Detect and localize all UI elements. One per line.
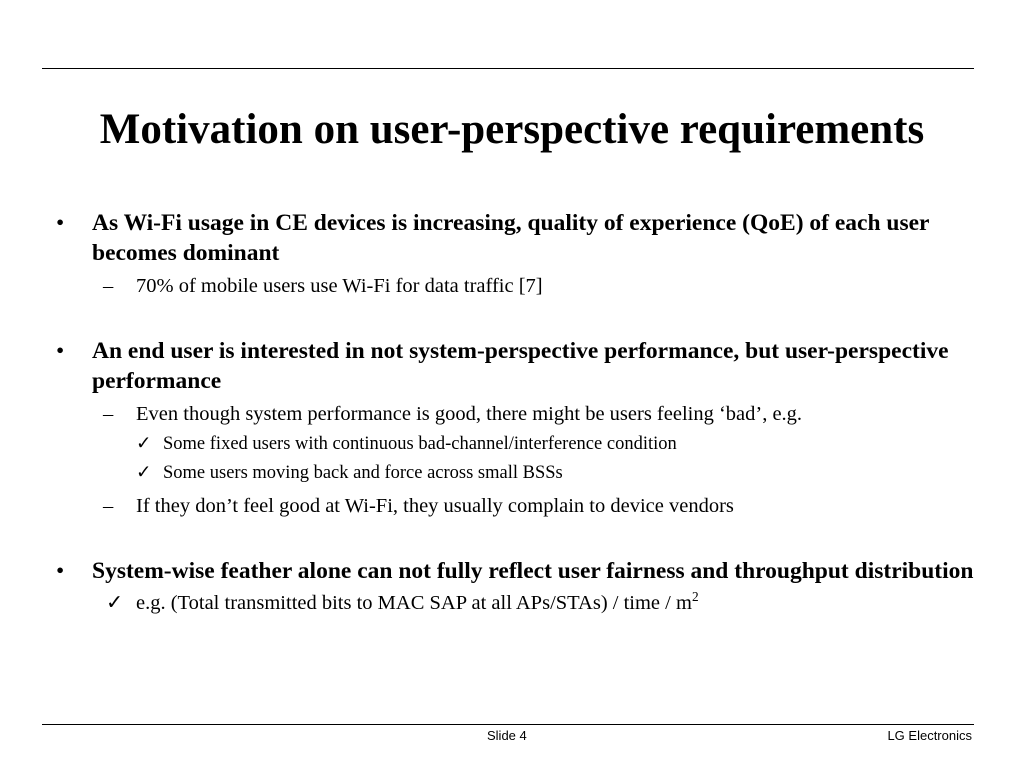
bullet-item — [56, 556, 986, 586]
bullet-item — [56, 208, 986, 268]
check-text: Some users moving back and force across small BSSs — [163, 463, 563, 483]
check-text: Some fixed users with continuous bad-channel/interference condition — [163, 434, 677, 454]
superscript-exponent: 2 — [691, 589, 699, 605]
footer-company: LG Electronics — [887, 728, 972, 743]
sub-bullet-item — [56, 399, 986, 430]
dash-marker: – — [103, 403, 114, 425]
check-text: e.g. (Total transmitted bits to MAC SAP at all APs/STAs) / time / m — [136, 592, 692, 614]
dash-marker: – — [103, 495, 114, 517]
footer-rule — [42, 724, 974, 725]
check-icon: ✓ — [106, 592, 124, 614]
bullet-marker: • — [56, 210, 65, 236]
sub-bullet-item — [56, 491, 986, 522]
sub-bullet-text: If they don’t feel good at Wi-Fi, they usually complain to device vendors — [136, 495, 734, 517]
check-item — [56, 430, 986, 459]
sub-bullet-text: Even though system performance is good, there might be users feeling ‘bad’, e.g. — [136, 403, 803, 425]
slide-title: Motivation on user-perspective requirements — [99, 106, 925, 153]
check-item — [56, 588, 986, 619]
bullet-text: An end user is interested in not system-perspective performance, but user-perspective performance — [92, 338, 949, 394]
dash-marker: – — [103, 275, 114, 297]
header-rule — [42, 68, 974, 69]
check-icon: ✓ — [136, 434, 152, 454]
slide-content — [56, 208, 986, 619]
sub-bullet-text: 70% of mobile users use Wi-Fi for data traffic [7] — [136, 275, 543, 297]
bullet-text: As Wi-Fi usage in CE devices is increasing, quality of experience (QoE) of each user becomes dominant — [92, 210, 930, 266]
bullet-item — [56, 336, 986, 396]
check-icon: ✓ — [136, 463, 152, 483]
bullet-text: System-wise feather alone can not fully reflect user fairness and throughput distribution — [92, 558, 974, 584]
slide-number: Slide 4 — [487, 728, 527, 743]
check-item — [56, 459, 986, 488]
bullet-marker: • — [56, 558, 65, 584]
sub-bullet-item — [56, 271, 986, 302]
bullet-marker: • — [56, 338, 65, 364]
